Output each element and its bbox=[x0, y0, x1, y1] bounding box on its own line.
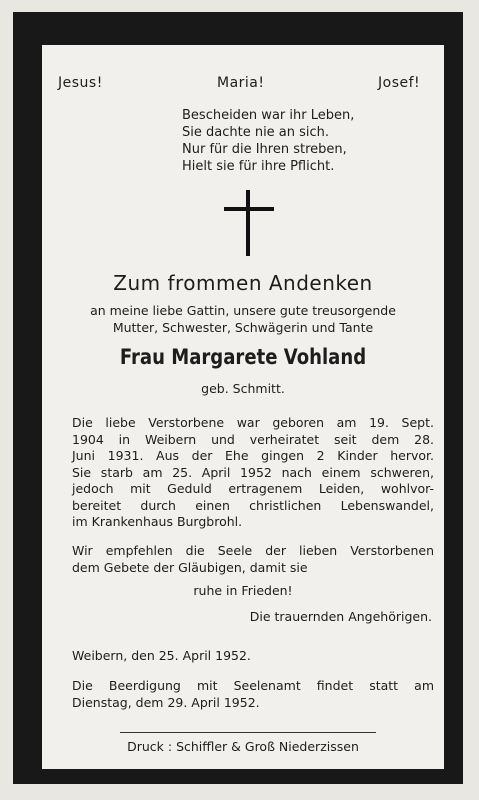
maiden-name: geb. Schmitt. bbox=[201, 381, 285, 396]
invocation-josef: Josef! bbox=[378, 75, 421, 91]
poem-line: Nur für die Ihren streben, bbox=[182, 142, 347, 157]
bio-line: Die liebe Verstorbene war geboren am 19. Sept. bbox=[72, 415, 434, 430]
divider bbox=[120, 732, 376, 733]
prayer-line: dem Gebete der Gläubigen, damit sie bbox=[72, 559, 308, 575]
memorial-card bbox=[13, 12, 463, 784]
deceased-name: Frau Margarete Vohland bbox=[119, 345, 367, 369]
poem-line: Sie dachte nie an sich. bbox=[182, 125, 330, 140]
bio-line: jedoch mit Geduld ertragenem Leiden, wohlvor- bbox=[72, 481, 434, 496]
mourners: Die trauernden Angehörigen. bbox=[249, 609, 432, 624]
bio-line: 1904 in Weibern und verheiratet seit dem 28. bbox=[72, 431, 434, 447]
funeral-notice bbox=[72, 678, 434, 711]
invocation-jesus: Jesus! bbox=[58, 75, 103, 91]
prayer-line: Wir empfehlen die Seele der lieben Verstorbenen bbox=[72, 543, 434, 558]
poem bbox=[182, 107, 422, 175]
funeral-line: Dienstag, dem 29. April 1952. bbox=[72, 694, 260, 710]
bio-line: Sie starb am 25. April 1952 nach einem schweren, bbox=[72, 464, 434, 480]
card-inner bbox=[42, 45, 444, 769]
invocation-maria: Maria! bbox=[217, 75, 265, 91]
cross-icon bbox=[224, 190, 274, 256]
bio-line: Juni 1931. Aus der Ehe gingen 2 Kinder hervor. bbox=[72, 448, 434, 463]
dedication-line: an meine liebe Gattin, unsere gute treusorgende bbox=[90, 303, 396, 318]
biography bbox=[72, 415, 434, 531]
funeral-line: Die Beerdigung mit Seelenamt findet statt am bbox=[72, 678, 434, 693]
poem-line: Bescheiden war ihr Leben, bbox=[182, 108, 355, 123]
prayer bbox=[72, 543, 434, 576]
dedication-line: Mutter, Schwester, Schwägerin und Tante bbox=[112, 320, 374, 335]
place-date: Weibern, den 25. April 1952. bbox=[72, 648, 251, 663]
heading: Zum frommen Andenken bbox=[113, 271, 373, 295]
printer-credit: Druck : Schiffler & Groß Niederzissen bbox=[127, 739, 359, 754]
rest-in-peace: ruhe in Frieden! bbox=[193, 583, 293, 598]
bio-line: im Krankenhaus Burgbrohl. bbox=[72, 514, 243, 529]
bio-line: bereitet durch einen christlichen Lebenswandel, bbox=[72, 497, 434, 513]
poem-line: Hielt sie für ihre Pflicht. bbox=[182, 159, 335, 174]
